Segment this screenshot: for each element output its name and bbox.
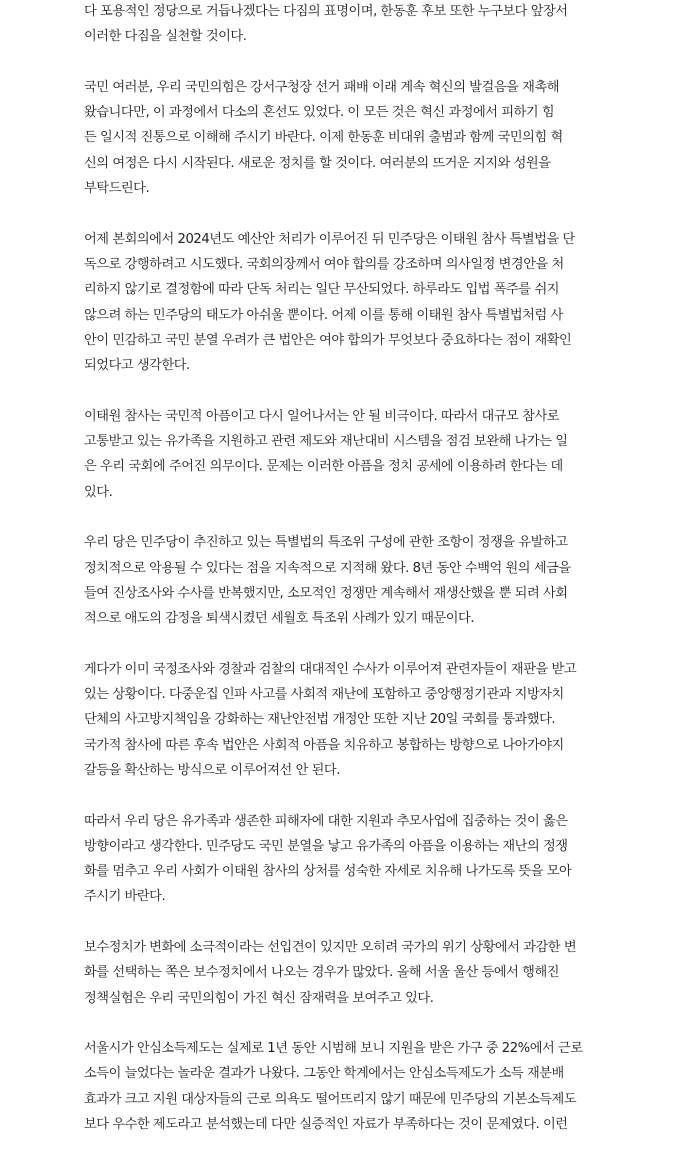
text-line: 고통받고 있는 유가족을 지원하고 관련 제도와 재난대비 시스템을 점검 보완해 나가는 일 <box>84 434 568 450</box>
paragraph-6 <box>84 657 684 783</box>
text-line: 소득이 늘었다는 놀라운 결과가 나왔다. 그동안 학계에서는 안심소득제도가 소득 재분배 <box>84 1066 564 1082</box>
text-line: 리하지 않기로 결정함에 따라 단독 처리는 일단 무산되었다. 하루라도 입법 폭주를 쉬지 <box>84 282 560 298</box>
paragraph-5 <box>84 530 684 631</box>
text-line: 되었다고 생각한다. <box>84 358 190 374</box>
text-line: 있다. <box>84 484 113 500</box>
text-line: 방향이라고 생각한다. 민주당도 국민 분열을 낳고 유가족의 아픔을 이용하는 재난의 정쟁 <box>84 838 568 854</box>
text-line: 이러한 다짐을 실천할 것이다. <box>84 29 247 45</box>
paragraph-1 <box>84 0 684 50</box>
text-line: 어제 본회의에서 2024년도 예산안 처리가 이루어진 뒤 민주당은 이태원 참사 특별법을 단 <box>84 231 575 247</box>
text-line: 우리 당은 민주당이 추진하고 있는 특별법의 특조위 구성에 관한 조항이 정쟁을 유발하고 <box>84 535 568 551</box>
text-line: 든 일시적 진통으로 이해해 주시기 바란다. 이제 한동훈 비대위 출범과 함께 국민의힘 혁 <box>84 130 563 146</box>
text-line: 정치적으로 악용될 수 있다는 점을 지속적으로 지적해 왔다. 8년 동안 수백억 원의 세금을 <box>84 560 571 576</box>
text-line: 국가적 참사에 따른 후속 법안은 사회적 아픔을 치유하고 봉합하는 방향으로 나아가야지 <box>84 737 564 753</box>
text-line: 주시기 바란다. <box>84 889 166 905</box>
text-line: 있는 상황이다. 다중운집 인파 사고를 사회적 재난에 포함하고 중앙행정기관과 지방자치 <box>84 687 564 703</box>
text-line: 서울시가 안심소득제도는 실제로 1년 동안 시범해 보니 지원을 받은 가구 중 22%에서 근로 <box>84 1041 583 1057</box>
text-line: 효과가 크고 지원 대상자들의 근로 의욕도 떨어뜨리지 않기 때문에 민주당의 기본소득제도 <box>84 1091 577 1107</box>
text-line: 이태원 참사는 국민적 아픔이고 다시 일어나서는 안 될 비극이다. 따라서 대규모 참사로 <box>84 408 560 424</box>
paragraph-3 <box>84 227 684 379</box>
text-line: 국민 여러분, 우리 국민의힘은 강서구청장 선거 패배 이래 계속 혁신의 발걸음을 재촉해 <box>84 79 560 95</box>
document-body <box>84 0 684 1163</box>
text-line: 단체의 사고방지책임을 강화하는 재난안전법 개정안 또한 지난 20일 국회를 통과했다. <box>84 712 556 728</box>
text-line: 다 포용적인 정당으로 거듭나겠다는 다짐의 표명이며, 한동훈 후보 또한 누구보다 앞장서 <box>84 4 568 19</box>
text-line: 화를 멈추고 우리 사회가 이태원 참사의 상처를 성숙한 자세로 치유해 나가도록 뜻을 모아 <box>84 864 572 880</box>
text-line: 들여 진상조사와 수사를 반복했지만, 소모적인 정쟁만 계속해서 재생산했을 뿐 되려 사회 <box>84 585 568 601</box>
text-line: 안이 민감하고 국민 분열 우려가 큰 법안은 여야 합의가 무엇보다 중요하다는 점이 재확인 <box>84 332 572 348</box>
text-line: 않으려 하는 민주당의 태도가 아쉬울 뿐이다. 어제 이를 통해 이태원 참사 특별법처럼 사 <box>84 307 563 323</box>
text-line: 갈등을 확산하는 방식으로 이루어져선 안 된다. <box>84 762 340 778</box>
text-line: 따라서 우리 당은 유가족과 생존한 피해자에 대한 지원과 추모사업에 집중하는 것이 옳은 <box>84 813 568 829</box>
paragraph-8 <box>84 935 684 1011</box>
text-line: 정책실험은 우리 국민의힘이 가진 혁신 잠재력을 보여주고 있다. <box>84 990 434 1006</box>
paragraph-9 <box>84 1036 684 1137</box>
text-line: 적으로 애도의 감정을 퇴색시켰던 세월호 특조위 사례가 있기 때문이다. <box>84 611 475 627</box>
text-line: 게다가 이미 국정조사와 경찰과 검찰의 대대적인 수사가 이루어져 관련자들이 재판을 받고 <box>84 661 577 677</box>
text-line: 보수정치가 변화에 소극적이라는 선입견이 있지만 오히려 국가의 위기 상황에서 과감한 변 <box>84 939 577 955</box>
text-line: 보다 우수한 제도라고 분석했는데 다만 실증적인 자료가 부족하다는 것이 문제였다. 이런 <box>84 1117 568 1133</box>
text-line: 신의 여정은 다시 시작된다. 새로운 정치를 할 것이다. 여러분의 뜨거운 지지와 성원을 <box>84 155 551 171</box>
text-line: 부탁드린다. <box>84 181 150 197</box>
paragraph-7 <box>84 809 684 910</box>
text-line: 왔습니다만, 이 과정에서 다소의 혼선도 있었다. 이 모든 것은 혁신 과정에서 피하기 힘 <box>84 105 555 121</box>
text-line: 화를 선택하는 쪽은 보수정치에서 나오는 경우가 많았다. 올해 서울 울산 등에서 행해진 <box>84 965 560 981</box>
paragraph-2 <box>84 75 684 201</box>
text-line: 은 우리 국회에 주어진 의무이다. 문제는 이러한 아픔을 정치 공세에 이용하려 한다는 데 <box>84 459 563 475</box>
text-line: 독으로 강행하려고 시도했다. 국회의장께서 여야 합의를 강조하며 의사일정 변경안을 처 <box>84 256 564 272</box>
paragraph-4 <box>84 404 684 505</box>
